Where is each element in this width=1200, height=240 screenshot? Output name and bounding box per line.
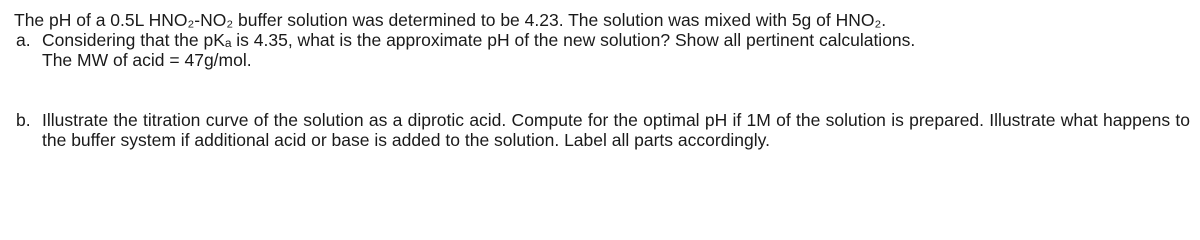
- problem-intro: The pH of a 0.5L HNO₂-NO₂ buffer solution was determined to be 4.23. The solution was mixed with 5g of HNO₂.: [14, 10, 887, 30]
- problem-document: [14, 10, 1194, 150]
- part-b: [14, 110, 1194, 150]
- part-a-marker: a.: [16, 30, 31, 50]
- part-b-question: Illustrate the titration curve of the solution as a diprotic acid. Compute for the optimal pH if 1M of the solution is prepared. Illustrate what happens to the buffer system if additional acid or base is added to the solution. Label all parts accordingly.: [42, 110, 1190, 150]
- part-b-body: [42, 110, 1194, 150]
- part-a-molecular-weight: The MW of acid = 47g/mol.: [42, 50, 252, 70]
- part-a-question: Considering that the pKₐ is 4.35, what is the approximate pH of the new solution? Show all pertinent calculations.: [42, 30, 916, 50]
- part-a: [14, 30, 1194, 70]
- part-a-body: [42, 30, 1194, 70]
- part-b-marker: b.: [16, 110, 31, 130]
